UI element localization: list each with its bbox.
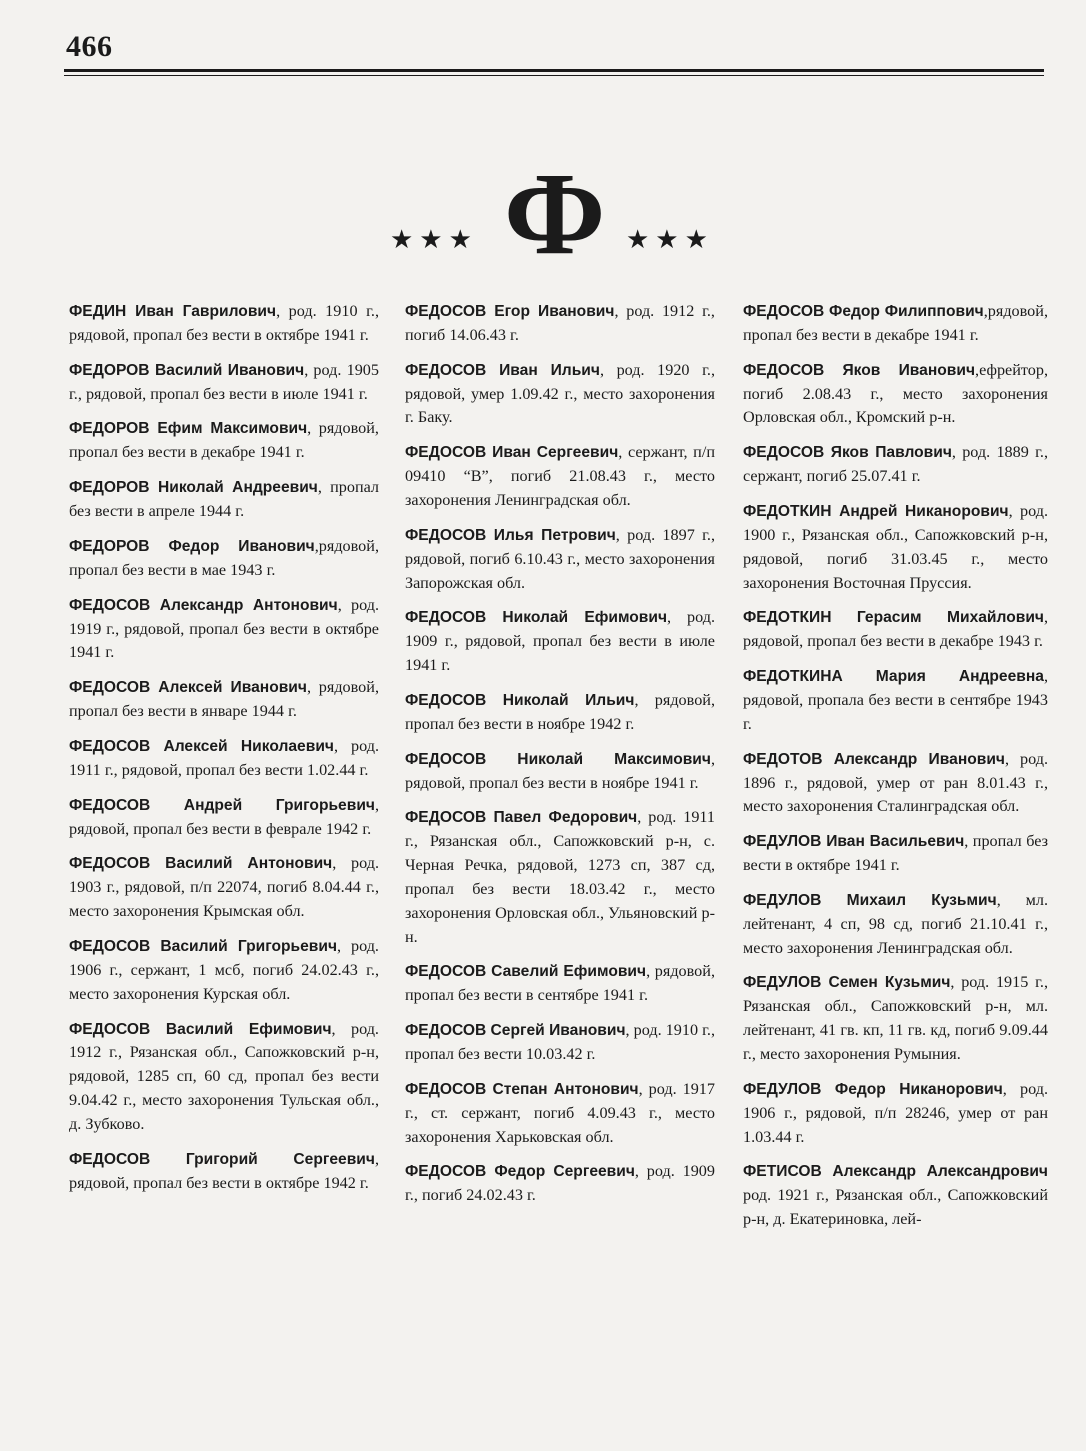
entry-name: ФЕДОСОВ Сергей Иванович [405,1022,626,1040]
entry-name: ФЕДОСОВ Николай Ильич [405,691,635,709]
entry-details: , род. 1905 г., рядовой, пропал без вести в июле 1941 г. [69,360,379,403]
entry-name: ФЕДОСОВ Николай Максимович [405,750,711,768]
register-entry [69,300,379,348]
entry-details: , род. 1909 г., погиб 24.02.43 г. [405,1162,715,1205]
entry-name: ФЕДОСОВ Федор Филиппович [743,303,984,320]
register-entry [743,500,1048,595]
header-rule-thick [64,69,1044,72]
register-entry [69,935,379,1007]
entry-name: ФЕДОСОВ Яков Иванович [743,361,976,379]
entry-details: , род. 1920 г., рядовой, умер 1.09.42 г., место захоронения г. Баку. [405,360,715,427]
entry-details: , рядовой, пропал без вести в январе 1944 г. [69,678,379,721]
entry-details: , род. 1912 г., Рязанская обл., Сапожковский р-н, рядовой, 1285 сп, 60 сд, пропал без вести 9.04.42 г., место захоронения Тульская обл., д. Зубково. [69,1019,379,1133]
entry-name: ФЕДОСОВ Александр Антонович [69,596,338,614]
entry-details: , род. 1900 г., Рязанская обл., Сапожковский р-н, рядовой, погиб 31.03.45 г., место захоронения Восточная Пруссия. [743,502,1048,592]
register-entry [743,748,1048,820]
register-entry [405,441,715,513]
entry-name: ФЕДУЛОВ Иван Васильевич [743,833,965,851]
entry-name: ФЕДУЛОВ Семен Кузьмич [743,974,951,992]
register-entry [405,606,715,678]
entry-details: , род. 1912 г., погиб 14.06.43 г. [405,302,715,344]
register-entry [405,806,715,949]
entry-details: , род. 1915 г., Рязанская обл., Сапожковский р-н, мл. лейтенант, 41 гв. кп, 11 гв. кд, погиб 9.09.44 г., место захоронения Румыния. [743,973,1048,1064]
entry-name: ФЕДОТКИНА Мария Андреевна [743,668,1044,686]
column-3 [743,300,1048,1243]
entry-name: ФЕДОСОВ Федор Сергеевич [405,1163,635,1181]
register-entry [743,606,1048,654]
entry-details: ,ефрейтор, погиб 2.08.43 г., место захоронения Орловская обл., Кромский р-н. [743,360,1048,427]
register-entry [69,476,379,524]
entry-name: ФЕДИН Иван Гаврилович [69,303,277,320]
entry-details: , род. 1897 г., рядовой, погиб 6.10.43 г., место захоронения Запорожская обл. [405,525,715,592]
entry-name: ФЕДОРОВ Николай Андреевич [69,479,318,497]
entry-details: , рядовой, пропал без вести в ноябре 1942 г. [405,690,715,733]
register-entry [743,359,1048,431]
register-entry [743,300,1048,348]
entry-name: ФЕДОТКИН Герасим Михайлович [743,609,1044,627]
stars-right-icon: ★★★ [626,225,714,254]
entry-details: , род. 1910 г., рядовой, пропал без вести в октябре 1941 г. [69,302,379,344]
entry-name: ФЕДУЛОВ Михаил Кузьмич [743,891,997,909]
entry-name: ФЕДОТОВ Александр Иванович [743,750,1005,768]
register-entry [743,665,1048,737]
entry-name: ФЕДОСОВ Василий Григорьевич [69,937,338,955]
entry-name: ФЕТИСОВ Александр Александрович [743,1163,1048,1181]
entry-details: , род. 1919 г., рядовой, пропал без вести в октябре 1941 г. [69,595,379,662]
entry-name: ФЕДОСОВ Андрей Григорьевич [69,796,375,814]
entry-details: , рядовой, пропал без вести в ноябре 1941 г. [405,749,715,792]
entry-name: ФЕДОСОВ Григорий Сергеевич [69,1150,375,1168]
register-entry [405,960,715,1008]
entry-name: ФЕДОТКИН Андрей Никанорович [743,503,1009,521]
entry-name: ФЕДОСОВ Алексей Иванович [69,679,307,697]
entry-details: , рядовой, пропал без вести в декабре 1943 г. [743,608,1048,651]
register-entry [69,535,379,583]
register-entry [405,524,715,596]
entry-details: , рядовой, пропал без вести в октябре 1942 г. [69,1149,379,1192]
register-entry [405,1160,715,1208]
entry-name: ФЕДОСОВ Иван Ильич [405,361,600,379]
section-heading [386,148,726,279]
entry-name: ФЕДОСОВ Николай Ефимович [405,609,668,627]
entry-details: , рядовой, пропал без вести в декабре 1941 г. [69,419,379,462]
register-entry [69,594,379,666]
register-entry [69,1018,379,1137]
entry-details: , род. 1909 г., рядовой, пропал без вести в июле 1941 г. [405,608,715,675]
column-1 [69,300,379,1206]
entry-details: , род. 1906 г., сержант, 1 мсб, погиб 24.02.43 г., место захоронения Курская обл. [69,936,379,1003]
register-entry [69,359,379,407]
entry-details: , род. 1889 г., сержант, погиб 25.07.41 г. [743,443,1048,486]
entry-details: , род. 1911 г., рядовой, пропал без вести 1.02.44 г. [69,736,379,779]
entry-details: , род. 1906 г., рядовой, п/п 28246, умер от ран 1.03.44 г. [743,1079,1048,1146]
register-entry [743,971,1048,1066]
register-entry [743,441,1048,489]
register-entry [743,1078,1048,1150]
register-entry [405,1019,715,1067]
stars-left-icon: ★★★ [390,225,478,254]
register-entry [69,417,379,465]
section-letter: Ф [504,148,606,279]
register-entry [69,852,379,924]
entry-name: ФЕДОРОВ Ефим Максимович [69,420,308,438]
entry-details: , род. 1910 г., пропал без вести 10.03.42 г. [405,1021,716,1064]
register-entry [743,830,1048,878]
entry-name: ФЕДОСОВ Василий Ефимович [69,1020,332,1038]
entry-name: ФЕДОСОВ Савелий Ефимович [405,963,647,981]
entry-details: ,рядовой, пропал без вести в декабре 1941 г. [743,302,1048,344]
entry-name: ФЕДОСОВ Илья Петрович [405,526,616,544]
entry-name: ФЕДОСОВ Василий Антонович [69,855,333,873]
entry-details: ,рядовой, пропал без вести в мае 1943 г. [69,536,379,579]
entry-details: , рядовой, пропала без вести в сентябре 1943 г. [743,667,1048,733]
entry-details: , мл. лейтенант, 4 сп, 98 сд, погиб 21.10.41 г., место захоронения Ленинградская обл. [743,890,1048,957]
header-rule-thin [64,75,1044,76]
entry-details: , род. 1911 г., Рязанская обл., Сапожковский р-н, с. Черная Речка, рядовой, 1273 сп, 387 сд, пропал без вести 18.03.42 г., место захоронения Орловская обл., Ульяновский р-н. [405,808,716,946]
entry-name: ФЕДОСОВ Егор Иванович [405,303,615,320]
entry-details: , рядовой, пропал без вести в феврале 1942 г. [69,795,379,838]
entry-name: ФЕДОРОВ Василий Иванович [69,361,305,379]
entry-name: ФЕДОСОВ Павел Федорович [405,809,638,827]
entry-details: род. 1921 г., Рязанская обл., Сапожковский р-н, д. Екатериновка, лей- [743,1186,1048,1229]
entry-name: ФЕДОСОВ Иван Сергеевич [405,444,619,462]
entry-name: ФЕДУЛОВ Федор Никанорович [743,1080,1003,1098]
entry-details: , род. 1903 г., рядовой, п/п 22074, погиб 8.04.44 г., место захоронения Крымская обл. [69,854,379,921]
entry-details: , пропал без вести в апреле 1944 г. [69,478,380,521]
register-entry [743,889,1048,961]
entry-name: ФЕДОСОВ Яков Павлович [743,444,952,462]
entry-details: , пропал без вести в октябре 1941 г. [743,832,1048,875]
register-entry [405,300,715,348]
register-entry [69,794,379,842]
register-entry [405,359,715,431]
entry-details: , сержант, п/п 09410 “В”, погиб 21.08.43 г., место захоронения Ленинградская обл. [405,443,715,510]
entry-name: ФЕДОРОВ Федор Иванович [69,537,315,555]
register-entry [405,748,715,796]
entry-name: ФЕДОСОВ Степан Антонович [405,1080,639,1098]
register-entry [743,1160,1048,1232]
register-entry [69,1148,379,1196]
entry-details: , рядовой, пропал без вести в сентябре 1941 г. [405,962,715,1005]
page-number: 466 [66,30,113,63]
register-entry [69,676,379,724]
register-entry [405,1078,715,1150]
entry-details: , род. 1917 г., ст. сержант, погиб 4.09.43 г., место захоронения Харьковская обл. [405,1079,715,1146]
entry-name: ФЕДОСОВ Алексей Николаевич [69,737,334,755]
entry-details: , род. 1896 г., рядовой, умер от ран 8.01.43 г., место захоронения Сталинградская обл. [743,749,1048,816]
column-2 [405,300,715,1219]
register-entry [405,689,715,737]
register-entry [69,735,379,783]
